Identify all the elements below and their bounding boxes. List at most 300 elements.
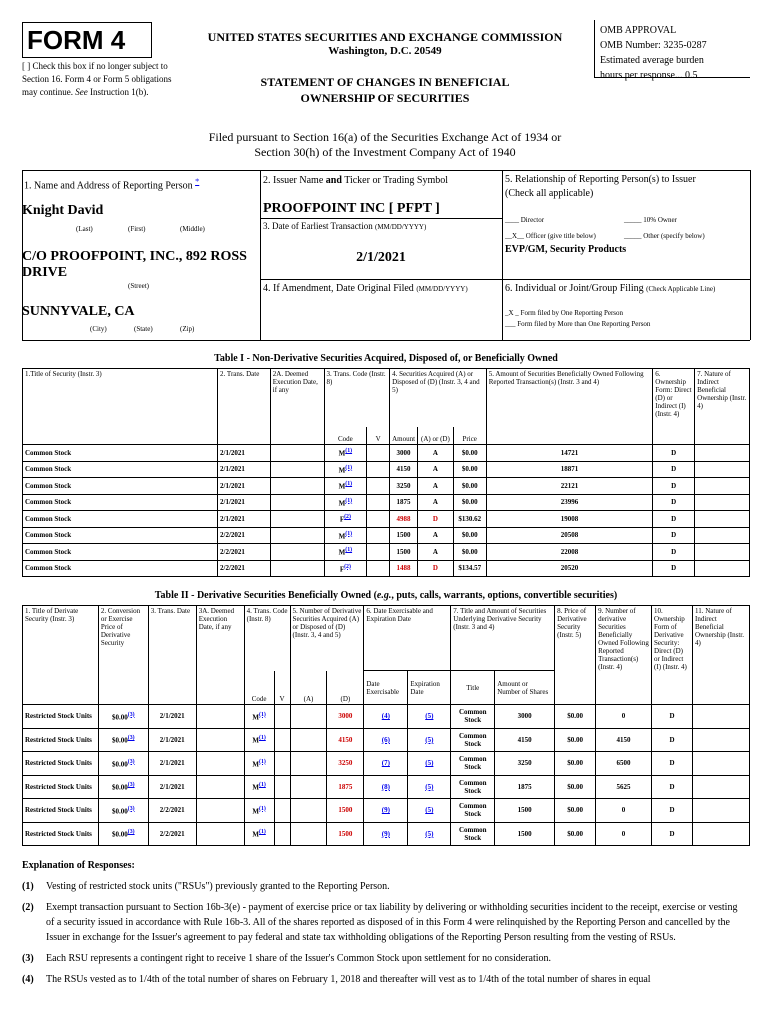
box3-format: (MM/DD/YYYY) bbox=[374, 223, 427, 231]
omb-block bbox=[600, 23, 707, 83]
reporting-street: C/O PROOFPOINT, INC., 892 ROSS DRIVE bbox=[22, 249, 247, 280]
t1-v bbox=[367, 478, 390, 495]
t1-security-title: Common Stock bbox=[23, 461, 218, 478]
t2-expiration-footnote[interactable]: (5) bbox=[425, 829, 434, 838]
table-row bbox=[23, 511, 750, 528]
table-row bbox=[23, 527, 750, 544]
explanation-section bbox=[22, 858, 752, 993]
grid-line bbox=[22, 170, 750, 171]
t1-code-footnote[interactable]: (2) bbox=[344, 563, 351, 570]
t2-derivative-price: $0.00 bbox=[555, 728, 596, 752]
t2-sub-exp: Expiration Date bbox=[408, 671, 451, 705]
explanation-item bbox=[22, 972, 752, 987]
t1-nature bbox=[695, 511, 750, 528]
t2-underlying-amount: 1500 bbox=[495, 799, 555, 823]
t1-sub-aord: (A) or (D) bbox=[418, 427, 454, 445]
t1-amount: 4150 bbox=[390, 461, 418, 478]
reporting-person-name: Knight David bbox=[22, 203, 104, 218]
t1-code-value: F bbox=[339, 564, 345, 573]
t1-nature bbox=[695, 527, 750, 544]
table-row bbox=[23, 775, 750, 799]
table1 bbox=[22, 368, 750, 577]
t1-h6: 6. Ownership Form: Direct (D) or Indirect (I) (Instr. 4) bbox=[653, 369, 695, 445]
t1-ownership-form: D bbox=[653, 527, 695, 544]
t1-price: $0.00 bbox=[453, 461, 486, 478]
t1-nature bbox=[695, 445, 750, 462]
t2-h8: 8. Price of Derivative Security (Instr. 5) bbox=[555, 606, 596, 705]
t2-code-footnote[interactable]: (1) bbox=[259, 805, 266, 812]
table-row bbox=[23, 752, 750, 776]
reporting-city-state: SUNNYVALE, CA bbox=[22, 304, 135, 319]
t2-trans-date: 2/1/2021 bbox=[148, 775, 196, 799]
t1-trans-date: 2/2/2021 bbox=[218, 544, 271, 561]
t2-conversion-value: $0.00 bbox=[112, 712, 128, 721]
t1-v bbox=[367, 511, 390, 528]
table2-title-post: , puts, calls, warrants, options, convertible securities) bbox=[391, 590, 618, 601]
t1-code-footnote[interactable]: (1) bbox=[345, 448, 353, 455]
t2-owned: 0 bbox=[596, 822, 652, 846]
t1-code-footnote[interactable]: (1) bbox=[345, 530, 353, 537]
t1-deemed-date bbox=[270, 494, 324, 511]
t2-date-exercisable bbox=[364, 822, 408, 846]
box4-label-text: 4. If Amendment, Date Original Filed bbox=[263, 283, 414, 294]
t2-acquired bbox=[290, 775, 327, 799]
grid-line bbox=[22, 340, 750, 341]
box6-label-text: 6. Individual or Joint/Group Filing bbox=[505, 283, 644, 294]
t2-v bbox=[274, 775, 290, 799]
t1-sub-code: Code bbox=[324, 427, 367, 445]
t1-code-value: M bbox=[338, 531, 346, 540]
statement-title: STATEMENT OF CHANGES IN BENEFICIAL OWNERSHIP OF SECURITIES bbox=[260, 75, 510, 105]
t2-trans-code bbox=[244, 775, 274, 799]
t1-security-title: Common Stock bbox=[23, 494, 218, 511]
omb-approval: OMB APPROVAL bbox=[600, 25, 677, 36]
t1-a-or-d: A bbox=[418, 478, 454, 495]
explanation-item bbox=[22, 879, 752, 894]
table-row bbox=[23, 822, 750, 846]
t2-nature bbox=[693, 775, 750, 799]
t2-ownership-form: D bbox=[652, 822, 693, 846]
t1-code-value: M bbox=[338, 548, 346, 557]
t1-nature bbox=[695, 544, 750, 561]
t2-derivative-price: $0.00 bbox=[555, 799, 596, 823]
t2-owned: 4150 bbox=[596, 728, 652, 752]
form4-title-box bbox=[22, 22, 152, 58]
t2-trans-code bbox=[244, 752, 274, 776]
t2-nature bbox=[693, 799, 750, 823]
form-status-note bbox=[22, 60, 172, 99]
t2-derivative-title: Restricted Stock Units bbox=[23, 822, 99, 846]
t1-h2: 2. Trans. Date bbox=[218, 369, 271, 445]
t1-trans-date: 2/2/2021 bbox=[218, 560, 271, 577]
t2-expiration-date bbox=[408, 775, 451, 799]
t1-nature bbox=[695, 461, 750, 478]
t2-underlying-title: Common Stock bbox=[451, 705, 495, 729]
t1-price: $130.62 bbox=[453, 511, 486, 528]
box4-label bbox=[263, 283, 468, 294]
t2-conversion-value: $0.00 bbox=[112, 806, 128, 815]
last-label: (Last) bbox=[76, 225, 93, 233]
t2-conversion-footnote[interactable]: (3) bbox=[127, 711, 135, 718]
t2-sub-amount: Amount or Number of Shares bbox=[495, 671, 555, 705]
box3-label bbox=[263, 221, 426, 231]
table1-title: Table I - Non-Derivative Securities Acquired, Disposed of, or Beneficially Owned bbox=[214, 353, 558, 364]
t2-h9: 9. Number of derivative Securities Beneficially Owned Following Reported Transaction(s) (Instr. 4) bbox=[596, 606, 652, 705]
box2-label-post: Ticker or Trading Symbol bbox=[341, 175, 449, 186]
other-check[interactable]: _____ Other (specify below) bbox=[624, 232, 705, 240]
t2-h5: 5. Number of Derivative Securities Acquired (A) or Disposed of (D) (Instr. 3, 4 and 5) bbox=[290, 606, 364, 671]
box6-label bbox=[505, 283, 715, 294]
t1-trans-date: 2/1/2021 bbox=[218, 494, 271, 511]
t2-code-value: M bbox=[252, 712, 259, 721]
t1-owned: 23996 bbox=[486, 494, 653, 511]
t2-deemed-date bbox=[196, 775, 244, 799]
t2-sub-v: V bbox=[274, 671, 290, 705]
t2-exercisable-footnote[interactable]: (7) bbox=[381, 759, 390, 768]
t1-owned: 18871 bbox=[486, 461, 653, 478]
instruction-rest: Instruction 1(b). bbox=[87, 87, 149, 97]
t1-trans-code bbox=[324, 461, 367, 478]
t1-code-footnote[interactable]: (2) bbox=[344, 514, 351, 521]
table-row bbox=[23, 494, 750, 511]
t1-trans-date: 2/2/2021 bbox=[218, 527, 271, 544]
t1-trans-date: 2/1/2021 bbox=[218, 478, 271, 495]
t2-derivative-price: $0.00 bbox=[555, 752, 596, 776]
t1-code-footnote[interactable]: (1) bbox=[345, 464, 353, 471]
t1-a-or-d: D bbox=[418, 560, 454, 577]
table-row bbox=[23, 461, 750, 478]
box2-label-pre: 2. Issuer Name bbox=[263, 175, 326, 186]
box3-label-text: 3. Date of Earliest Transaction bbox=[263, 221, 373, 231]
table-row bbox=[23, 560, 750, 577]
table2-title-pre: Table II - Derivative Securities Beneficially Owned ( bbox=[154, 590, 377, 601]
t1-v bbox=[367, 494, 390, 511]
t2-conversion-footnote[interactable]: (3) bbox=[127, 829, 135, 836]
t1-deemed-date bbox=[270, 478, 324, 495]
t2-acquired bbox=[290, 822, 327, 846]
t1-security-title: Common Stock bbox=[23, 511, 218, 528]
t2-h3a: 3A. Deemed Execution Date, if any bbox=[196, 606, 244, 705]
street-label: (Street) bbox=[128, 282, 149, 290]
ten-percent-owner-check[interactable]: _____ 10% Owner bbox=[624, 216, 677, 224]
t2-date-exercisable bbox=[364, 799, 408, 823]
t1-ownership-form: D bbox=[653, 544, 695, 561]
t1-sub-amount: Amount bbox=[390, 427, 418, 445]
t2-conversion-price bbox=[98, 728, 148, 752]
t1-code-footnote[interactable]: (1) bbox=[345, 497, 353, 504]
t2-conversion-footnote[interactable]: (3) bbox=[127, 735, 135, 742]
t2-expiration-date bbox=[408, 799, 451, 823]
explanation-text: The RSUs vested as to 1/4th of the total number of shares on February 1, 2018 and thereafter will vest as to 1/4th of the total number of shares in equal bbox=[46, 974, 651, 985]
issuer-name: PROOFPOINT INC [ PFPT ] bbox=[263, 201, 440, 216]
table-row bbox=[23, 705, 750, 729]
t1-price: $134.57 bbox=[453, 560, 486, 577]
t2-nature bbox=[693, 728, 750, 752]
t2-owned: 6500 bbox=[596, 752, 652, 776]
t2-expiration-footnote[interactable]: (5) bbox=[425, 806, 434, 815]
t2-disposed: 3000 bbox=[327, 705, 364, 729]
more-persons-check[interactable]: ___ Form filed by More than One Reporting Person bbox=[505, 320, 651, 328]
t2-derivative-title: Restricted Stock Units bbox=[23, 728, 99, 752]
explanation-number: (1) bbox=[22, 881, 34, 892]
explanation-item bbox=[22, 900, 752, 945]
t2-v bbox=[274, 752, 290, 776]
officer-title: EVP/GM, Security Products bbox=[505, 244, 627, 255]
t2-expiration-footnote[interactable]: (5) bbox=[425, 759, 434, 768]
explanation-text: Each RSU represents a contingent right to receive 1 share of the Issuer's Common Stock upon settlement for no consideration. bbox=[46, 953, 552, 964]
t2-code-footnote[interactable]: (1) bbox=[259, 735, 266, 742]
t2-deemed-date bbox=[196, 705, 244, 729]
t2-expiration-date bbox=[408, 705, 451, 729]
middle-label: (Middle) bbox=[180, 225, 205, 233]
explanation-number: (4) bbox=[22, 974, 34, 985]
t2-underlying-title: Common Stock bbox=[451, 822, 495, 846]
t2-exercisable-footnote[interactable]: (4) bbox=[381, 712, 390, 721]
t1-a-or-d: A bbox=[418, 461, 454, 478]
t1-a-or-d: A bbox=[418, 544, 454, 561]
table-row bbox=[23, 445, 750, 462]
t2-owned: 0 bbox=[596, 799, 652, 823]
director-check[interactable]: ____ Director bbox=[505, 216, 545, 224]
t1-h4: 4. Securities Acquired (A) or Disposed of (D) (Instr. 3, 4 and 5) bbox=[390, 369, 487, 427]
t2-expiration-footnote[interactable]: (5) bbox=[425, 782, 434, 791]
t2-exercisable-footnote[interactable]: (8) bbox=[381, 782, 390, 791]
t2-conversion-value: $0.00 bbox=[112, 759, 128, 768]
t1-nature bbox=[695, 494, 750, 511]
t2-trans-date: 2/1/2021 bbox=[148, 705, 196, 729]
box1-label-text: 1. Name and Address of Reporting Person bbox=[24, 180, 193, 192]
t2-date-exercisable bbox=[364, 728, 408, 752]
t2-underlying-title: Common Stock bbox=[451, 728, 495, 752]
t2-h4: 4. Trans. Code (Instr. 8) bbox=[244, 606, 290, 671]
t1-a-or-d: A bbox=[418, 494, 454, 511]
t2-exercisable-footnote[interactable]: (9) bbox=[381, 806, 390, 815]
t2-nature bbox=[693, 752, 750, 776]
t1-amount: 1875 bbox=[390, 494, 418, 511]
t1-trans-code bbox=[324, 494, 367, 511]
t1-code-footnote[interactable]: (1) bbox=[345, 547, 353, 554]
t1-deemed-date bbox=[270, 461, 324, 478]
t2-code-footnote[interactable]: (1) bbox=[259, 782, 266, 789]
t2-derivative-title: Restricted Stock Units bbox=[23, 799, 99, 823]
box5-sub: (Check all applicable) bbox=[505, 188, 594, 199]
t2-code-footnote[interactable]: (1) bbox=[259, 758, 266, 765]
t2-underlying-amount: 3000 bbox=[495, 705, 555, 729]
officer-check[interactable]: __X__ Officer (give title below) bbox=[505, 232, 596, 240]
table-row bbox=[23, 799, 750, 823]
grid-line bbox=[260, 279, 750, 280]
t1-security-title: Common Stock bbox=[23, 478, 218, 495]
t1-ownership-form: D bbox=[653, 461, 695, 478]
box2-label-and: and bbox=[325, 175, 342, 186]
t2-trans-code bbox=[244, 705, 274, 729]
t2-v bbox=[274, 728, 290, 752]
t2-h6: 6. Date Exercisable and Expiration Date bbox=[364, 606, 451, 671]
explanation-number: (2) bbox=[22, 902, 34, 913]
t1-deemed-date bbox=[270, 527, 324, 544]
t1-trans-code bbox=[324, 527, 367, 544]
t2-disposed: 1500 bbox=[327, 799, 364, 823]
box5-label bbox=[505, 173, 749, 201]
t2-v bbox=[274, 822, 290, 846]
t1-trans-date: 2/1/2021 bbox=[218, 461, 271, 478]
t2-underlying-amount: 1875 bbox=[495, 775, 555, 799]
t2-trans-code bbox=[244, 728, 274, 752]
t2-ownership-form: D bbox=[652, 705, 693, 729]
t1-a-or-d: A bbox=[418, 527, 454, 544]
t1-owned: 19008 bbox=[486, 511, 653, 528]
t1-v bbox=[367, 461, 390, 478]
t2-exercisable-footnote[interactable]: (9) bbox=[381, 829, 390, 838]
t2-acquired bbox=[290, 705, 327, 729]
omb-burden: Estimated average burden bbox=[600, 55, 704, 66]
t2-v bbox=[274, 705, 290, 729]
omb-hours: hours per response... 0.5 bbox=[600, 70, 698, 81]
t1-amount: 4988 bbox=[390, 511, 418, 528]
t2-expiration-date bbox=[408, 752, 451, 776]
t2-conversion-footnote[interactable]: (3) bbox=[127, 782, 135, 789]
t1-price: $0.00 bbox=[453, 478, 486, 495]
explanation-text: Vesting of restricted stock units ("RSUs") previously granted to the Reporting Person. bbox=[46, 881, 390, 892]
t2-ownership-form: D bbox=[652, 752, 693, 776]
t1-price: $0.00 bbox=[453, 544, 486, 561]
t1-nature bbox=[695, 478, 750, 495]
t2-conversion-footnote[interactable]: (3) bbox=[127, 758, 135, 765]
one-person-check[interactable]: _X _ Form filed by One Reporting Person bbox=[505, 309, 624, 317]
table-row bbox=[23, 544, 750, 561]
t2-ownership-form: D bbox=[652, 775, 693, 799]
t2-disposed: 1500 bbox=[327, 822, 364, 846]
t1-h1: 1.Title of Security (Instr. 3) bbox=[23, 369, 218, 445]
t1-price: $0.00 bbox=[453, 445, 486, 462]
t1-code-value: M bbox=[338, 465, 346, 474]
explanation-list bbox=[22, 879, 752, 987]
t1-h2a: 2A. Deemed Execution Date, if any bbox=[270, 369, 324, 445]
t2-conversion-footnote[interactable]: (3) bbox=[127, 805, 135, 812]
explanation-title: Explanation of Responses: bbox=[22, 860, 135, 871]
t1-ownership-form: D bbox=[653, 494, 695, 511]
t1-trans-code bbox=[324, 544, 367, 561]
t1-owned: 14721 bbox=[486, 445, 653, 462]
box4-format: (MM/DD/YYYY) bbox=[416, 285, 468, 293]
t2-code-footnote[interactable]: (1) bbox=[259, 829, 266, 836]
t1-security-title: Common Stock bbox=[23, 560, 218, 577]
t2-expiration-footnote[interactable]: (5) bbox=[425, 735, 434, 744]
t2-owned: 0 bbox=[596, 705, 652, 729]
t2-conversion-price bbox=[98, 705, 148, 729]
t2-expiration-date bbox=[408, 822, 451, 846]
t2-expiration-footnote[interactable]: (5) bbox=[425, 712, 434, 721]
t2-code-value: M bbox=[252, 736, 259, 745]
t2-v bbox=[274, 799, 290, 823]
box5-label-text: 5. Relationship of Reporting Person(s) to Issuer bbox=[505, 174, 696, 185]
earliest-transaction-date: 2/1/2021 bbox=[356, 250, 406, 265]
box2-label bbox=[263, 175, 448, 186]
t2-deemed-date bbox=[196, 822, 244, 846]
t2-sub-code: Code bbox=[244, 671, 274, 705]
t2-h10: 10. Ownership Form of Derivative Security: Direct (D) or Indirect (I) (Instr. 4) bbox=[652, 606, 693, 705]
t1-code-footnote[interactable]: (1) bbox=[345, 481, 353, 488]
omb-number: OMB Number: 3235-0287 bbox=[600, 40, 707, 51]
t1-code-value: M bbox=[338, 482, 346, 491]
t2-sub-title: Title bbox=[451, 671, 495, 705]
t1-v bbox=[367, 544, 390, 561]
t2-disposed: 4150 bbox=[327, 728, 364, 752]
t1-amount: 1488 bbox=[390, 560, 418, 577]
agency-location: Washington, D.C. 20549 bbox=[328, 45, 442, 57]
city-label: (City) bbox=[90, 325, 107, 333]
t2-trans-date: 2/1/2021 bbox=[148, 752, 196, 776]
table-row bbox=[23, 478, 750, 495]
t2-conversion-value: $0.00 bbox=[112, 830, 128, 839]
box1-footnote-marker[interactable]: * bbox=[195, 177, 200, 186]
t1-price: $0.00 bbox=[453, 527, 486, 544]
checkbox-text[interactable]: [ ] Check this box if no longer subject to Section 16. Form 4 or Form 5 obligations may continue. bbox=[22, 61, 172, 97]
t2-code-value: M bbox=[252, 830, 259, 839]
t2-underlying-amount: 1500 bbox=[495, 822, 555, 846]
t2-underlying-amount: 3250 bbox=[495, 752, 555, 776]
t2-owned: 5625 bbox=[596, 775, 652, 799]
t1-v bbox=[367, 560, 390, 577]
t1-owned: 22121 bbox=[486, 478, 653, 495]
t2-conversion-value: $0.00 bbox=[112, 783, 128, 792]
t2-derivative-price: $0.00 bbox=[555, 705, 596, 729]
grid-line bbox=[750, 170, 751, 340]
t2-derivative-title: Restricted Stock Units bbox=[23, 752, 99, 776]
t2-ownership-form: D bbox=[652, 728, 693, 752]
t2-h1: 1. Title of Derivate Security (Instr. 3) bbox=[23, 606, 99, 705]
t2-exercisable-footnote[interactable]: (6) bbox=[381, 735, 390, 744]
t1-deemed-date bbox=[270, 511, 324, 528]
t2-sub-date-ex: Date Exercisable bbox=[364, 671, 408, 705]
t2-acquired bbox=[290, 799, 327, 823]
t1-trans-code bbox=[324, 511, 367, 528]
t2-trans-date: 2/1/2021 bbox=[148, 728, 196, 752]
t2-conversion-value: $0.00 bbox=[112, 736, 128, 745]
t1-trans-date: 2/1/2021 bbox=[218, 511, 271, 528]
t2-conversion-price bbox=[98, 752, 148, 776]
t1-h5: 5. Amount of Securities Beneficially Owned Following Reported Transaction(s) (Instr. 3 and 4) bbox=[486, 369, 653, 445]
t1-owned: 20520 bbox=[486, 560, 653, 577]
zip-label: (Zip) bbox=[180, 325, 195, 333]
t2-h2: 2. Conversion or Exercise Price of Derivative Security bbox=[98, 606, 148, 705]
t1-security-title: Common Stock bbox=[23, 527, 218, 544]
t2-h7: 7. Title and Amount of Securities Underlying Derivative Security (Instr. 3 and 4) bbox=[451, 606, 555, 671]
t2-trans-code bbox=[244, 822, 274, 846]
t2-h3: 3. Trans. Date bbox=[148, 606, 196, 705]
t2-expiration-date bbox=[408, 728, 451, 752]
table2-title-eg: e.g. bbox=[376, 590, 392, 601]
t2-nature bbox=[693, 705, 750, 729]
t2-nature bbox=[693, 822, 750, 846]
t2-date-exercisable bbox=[364, 705, 408, 729]
t2-underlying-title: Common Stock bbox=[451, 799, 495, 823]
t2-conversion-price bbox=[98, 799, 148, 823]
t2-code-footnote[interactable]: (1) bbox=[259, 711, 266, 718]
t1-ownership-form: D bbox=[653, 511, 695, 528]
grid-line bbox=[502, 170, 503, 340]
t1-deemed-date bbox=[270, 445, 324, 462]
t2-trans-date: 2/2/2021 bbox=[148, 799, 196, 823]
t2-h11: 11. Nature of Indirect Beneficial Ownership (Instr. 4) bbox=[693, 606, 750, 705]
table-row bbox=[23, 728, 750, 752]
explanation-text: Exempt transaction pursuant to Section 16b-3(e) - payment of exercise price or tax liability by delivering or withholding securities incident to the receipt, exercise or vesting of a security issued in accordance with Rule 16b-3. All of the shares reported as disposed of in this Form 4 were relinquished by the Reporting Person and cancelled by the Issuer in exchange for the Issuer's agreement to pay federal and state tax withholding obligations of the Reporting Person resulting from the vesting of RSUs. bbox=[46, 902, 738, 943]
t2-trans-code bbox=[244, 799, 274, 823]
t1-a-or-d: A bbox=[418, 445, 454, 462]
t2-underlying-amount: 4150 bbox=[495, 728, 555, 752]
t1-price: $0.00 bbox=[453, 494, 486, 511]
t2-code-value: M bbox=[252, 783, 259, 792]
